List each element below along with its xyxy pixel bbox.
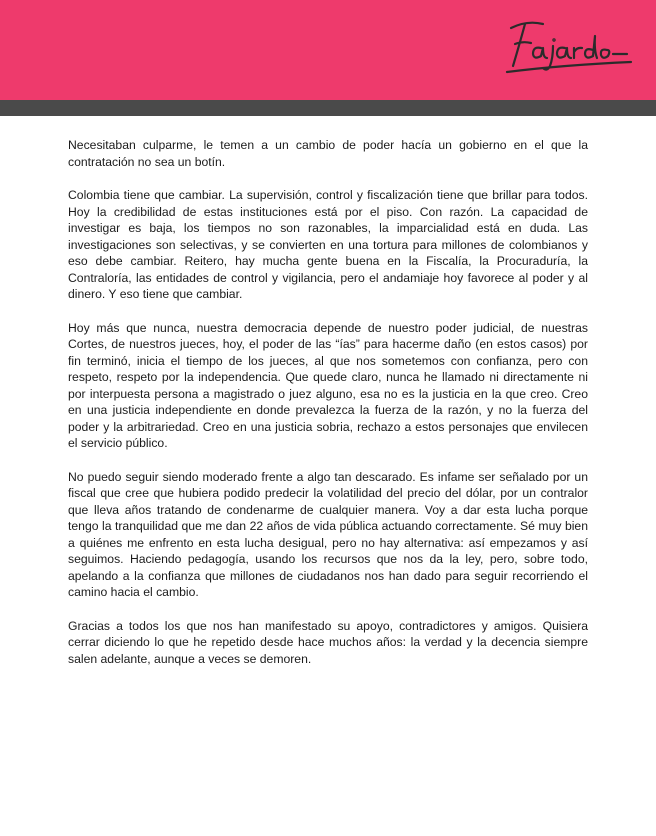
paragraph-1: Necesitaban culparme, le temen a un cambio de poder hacía un gobierno en el que la contratación no sea un botín. bbox=[68, 138, 588, 169]
paragraph-5: Gracias a todos los que nos han manifestado su apoyo, contradictores y amigos. Quisiera cerrar diciendo lo que he repetido desde hace muchos años: la verdad y la decencia siempre salen adelante, aunque a veces se demoren. bbox=[68, 618, 588, 666]
letter-body bbox=[68, 137, 588, 684]
fajardo-signature-logo bbox=[503, 10, 638, 80]
paragraph-3: Hoy más que nunca, nuestra democracia depende de nuestro poder judicial, de nuestras Cortes, de nuestros jueces, hoy, el poder de las “ías” para hacerme daño (en estos casos) por fin terminó, inicia el tiempo de los jueces, al que nos sometemos con confianza, pero con respeto, respeto por la independencia. Que quede claro, nunca he llamado ni directamente ni por interpuesta persona a magistrado o juez alguno, esa no es la justicia en la que creo. Creo en una justicia independiente en donde prevalezca la fuerza de la razón, y no la fuerza del poder y la arbitrariedad. Creo en una justicia sobria, rechazo a estos personajes que envilecen el servicio público. bbox=[68, 320, 588, 450]
paragraph-2: Colombia tiene que cambiar. La supervisión, control y fiscalización tiene que brillar para todos. Hoy la credibilidad de estas instituciones está por el piso. Con razón. La capacidad de investigar es baja, los tiempos no son razonables, la imparcialidad está en duda. Las investigaciones son selectivas, y se convierten en una tortura para millones de colombianos y eso debe cambiar. Reitero, hay mucha gente buena en la Fiscalía, la Procuraduría, la Contraloría, las entidades de control y vigilancia, pero el andamiaje hoy favorece al poder y al dinero. Y eso tiene que cambiar. bbox=[68, 188, 588, 301]
header-dark-band bbox=[0, 100, 656, 116]
header-banner bbox=[0, 0, 656, 100]
paragraph-4: No puedo seguir siendo moderado frente a algo tan descarado. Es infame ser señalado por un fiscal que cree que hubiera podido predecir la volatilidad del precio del dólar, por un contralor que lleva años tratando de condenarme de cualquier manera. Voy a dar esta lucha porque tengo la tranquilidad que me dan 22 años de vida pública actuando correctamente. Sé muy bien a quiénes me enfrento en esta lucha desigual, pero no hay alternativa: así empezamos y así seguimos. Haciendo pedagogía, usando los recursos que nos da la ley, pero, sobre todo, apelando a la confianza que millones de ciudadanos nos han dado para seguir recorriendo el camino hacia el cambio. bbox=[68, 469, 588, 599]
